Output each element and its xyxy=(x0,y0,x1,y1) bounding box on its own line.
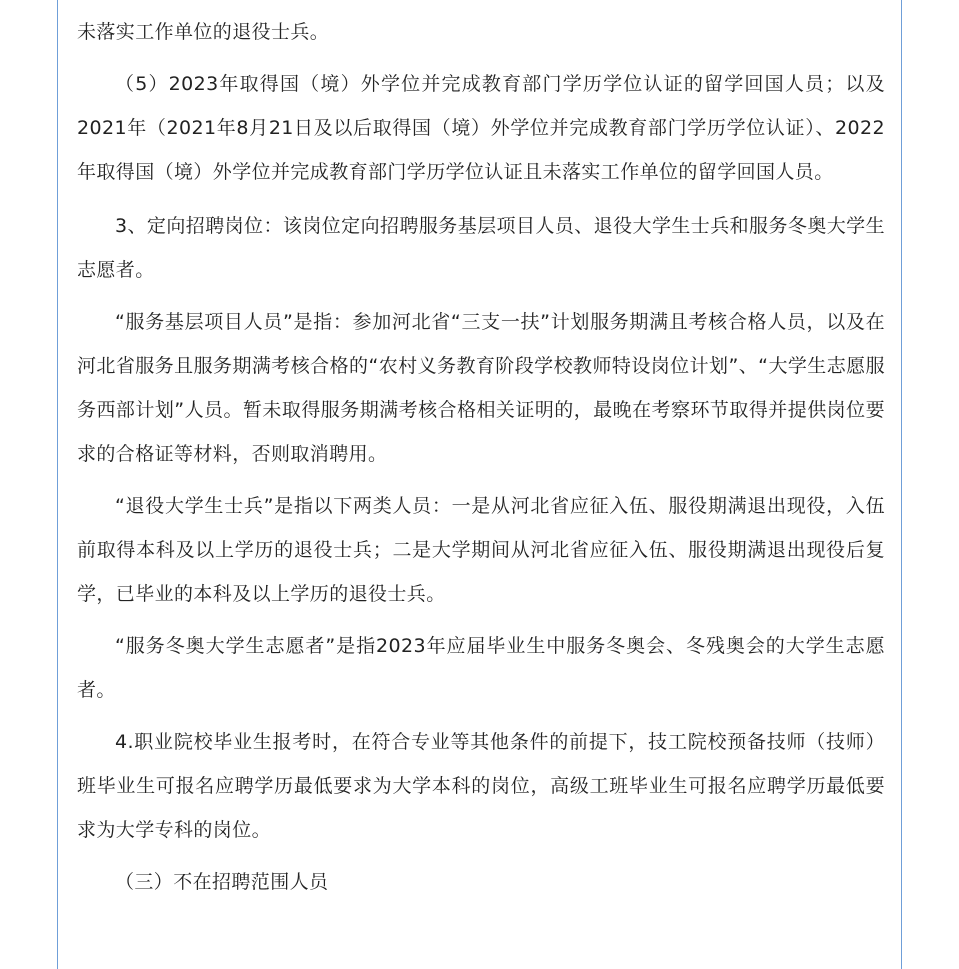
document-body xyxy=(77,10,885,904)
paragraph-olympic-volunteers-definition: “服务冬奥大学生志愿者”是指2023年应届毕业生中服务冬奥会、冬残奥会的大学生志愿者。 xyxy=(77,635,885,701)
section-heading-excluded-persons: （三）不在招聘范围人员 xyxy=(115,871,329,893)
paragraph-targeted-positions: 3、定向招聘岗位：该岗位定向招聘服务基层项目人员、退役大学生士兵和服务冬奥大学生志愿者。 xyxy=(77,215,885,281)
paragraph-veterans-continuation: 未落实工作单位的退役士兵。 xyxy=(77,21,330,43)
paragraph-vocational-graduates: 4.职业院校毕业生报考时，在符合专业等其他条件的前提下，技工院校预备技师（技师）班毕业生可报名应聘学历最低要求为大学本科的岗位，高级工班毕业生可报名应聘学历最低要求为大学专科的岗位。 xyxy=(77,731,885,841)
paragraph-veteran-students-definition: “退役大学生士兵”是指以下两类人员：一是从河北省应征入伍、服役期满退出现役，入伍前取得本科及以上学历的退役士兵；二是大学期间从河北省应征入伍、服役期满退出现役后复学，已毕业的本科及以上学历的退役士兵。 xyxy=(77,495,885,605)
paragraph-overseas-returnees: （5）2023年取得国（境）外学位并完成教育部门学历学位认证的留学回国人员；以及2021年（2021年8月21日及以后取得国（境）外学位并完成教育部门学历学位认证）、2022年取得国（境）外学位并完成教育部门学历学位认证且未落实工作单位的留学回国人员。 xyxy=(77,73,885,183)
paragraph-grassroots-definition: “服务基层项目人员”是指：参加河北省“三支一扶”计划服务期满且考核合格人员，以及在河北省服务且服务期满考核合格的“农村义务教育阶段学校教师特设岗位计划”、“大学生志愿服务西部计划”人员。暂未取得服务期满考核合格相关证明的，最晚在考察环节取得并提供岗位要求的合格证等材料，否则取消聘用。 xyxy=(77,311,885,465)
